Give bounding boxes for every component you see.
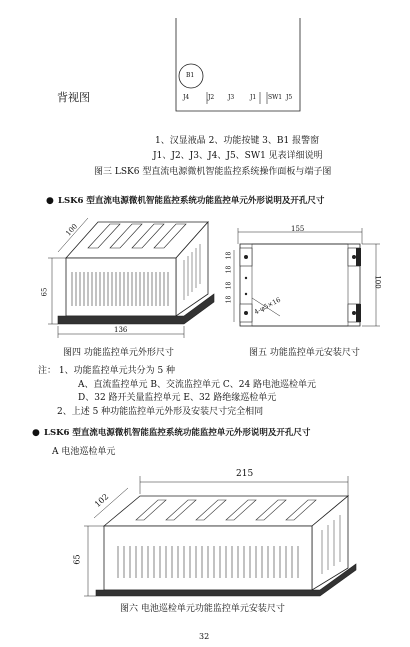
section2-title: LSK6 型直流电源微机智能监控系统功能监控单元外形说明及开孔尺寸 [44, 428, 311, 438]
notes-line2: A、直流监控单元 B、交流监控单元 C、24 路电池巡检单元 [78, 380, 317, 390]
fig5-dim-width: 155 [291, 225, 305, 233]
fig4-drawing [0, 210, 215, 340]
port-j2: J2 [208, 94, 215, 101]
fig6-drawing [0, 460, 410, 600]
fig6-dim-width: 215 [236, 469, 254, 479]
fig5-dim-left-1: 18 [225, 251, 233, 260]
notes-line4: 2、上述 5 种功能监控单元外形及安装尺寸完全相同 [57, 407, 264, 417]
fig6-dim-depth: 102 [92, 492, 111, 509]
fig4-dim-depth: 100 [64, 222, 80, 238]
back-panel-outline [0, 0, 410, 130]
fig3-legend-line1: 1、汉显液晶 2、功能按键 3、B1 报警窗 [155, 136, 320, 146]
b1-label: B1 [186, 72, 195, 79]
port-sw1: SW1 [268, 94, 283, 101]
page-number: 32 [199, 632, 210, 641]
port-j1: J1 [250, 94, 257, 101]
fig5-hole-label: 4-φ5×16 [252, 295, 282, 317]
fig3-legend-line2: J1、J2、J3、J4、J5、SW1 见表详细说明 [153, 151, 323, 161]
section2-bullet: ● [32, 428, 40, 438]
fig6-caption: 图六 电池巡检单元功能监控单元安装尺寸 [120, 604, 285, 614]
fig4-dim-height: 65 [40, 287, 49, 297]
section1-title: LSK6 型直流电源微机智能监控系统功能监控单元外形说明及开孔尺寸 [58, 196, 325, 206]
fig5-drawing [230, 222, 390, 336]
fig5-dim-left-3: 18 [225, 281, 233, 290]
fig5-dim-left-4: 18 [225, 295, 233, 304]
fig5-dim-height: 100 [373, 275, 382, 289]
fig3-caption: 图三 LSK6 型直流电源微机智能监控系统操作面板与端子图 [94, 167, 332, 177]
notes-line3: D、32 路开关量监控单元 E、32 路绝缘巡检单元 [78, 393, 277, 403]
section2-subtitle: A 电池巡检单元 [52, 447, 116, 457]
fig5-dim-left-2: 18 [225, 265, 233, 274]
fig6-dim-height: 65 [72, 554, 82, 565]
fig4-caption: 图四 功能监控单元外形尺寸 [63, 348, 174, 358]
fig4-dim-width: 136 [114, 326, 128, 334]
fig3-panel [0, 0, 410, 130]
section1-bullet: ● [46, 196, 54, 206]
port-j3: J3 [228, 94, 235, 101]
port-j5: J5 [286, 94, 293, 101]
port-j4: J4 [183, 94, 190, 101]
back-view-label: 背视图 [57, 91, 90, 104]
fig5-caption: 图五 功能监控单元安装尺寸 [249, 348, 360, 358]
notes-line1: 注： 1、功能监控单元共分为 5 种 [38, 366, 176, 376]
